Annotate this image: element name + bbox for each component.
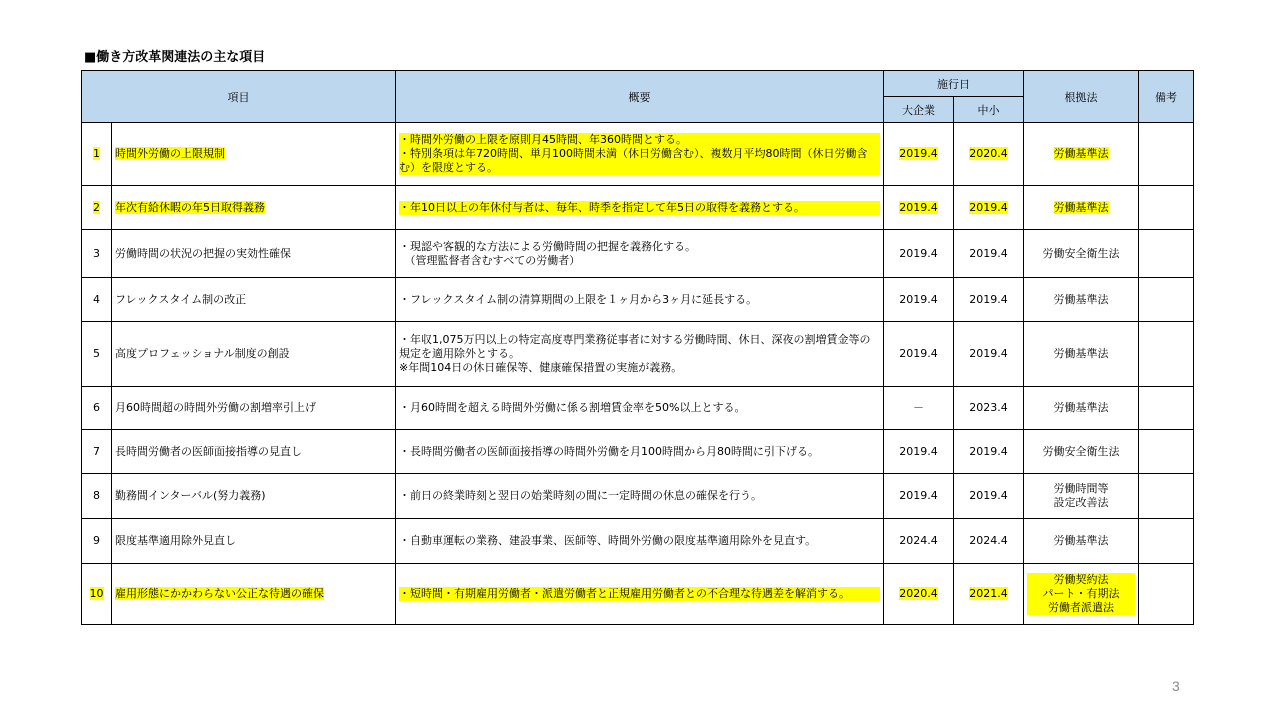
large-company-date: 2019.4: [899, 292, 938, 306]
large-company-date-cell: [884, 564, 954, 625]
sme-date: 2024.4: [969, 534, 1008, 547]
row-number-cell: [82, 430, 112, 474]
large-company-date: 2019.4: [899, 246, 938, 260]
remarks-cell: [1139, 430, 1194, 474]
large-company-date: 2020.4: [899, 587, 938, 600]
summary-cell: [396, 430, 884, 474]
row-number: 3: [93, 246, 100, 260]
item-name: 労働時間の状況の把握の実効性確保: [115, 246, 291, 260]
basis-law: 労働基準法: [1053, 292, 1109, 306]
sme-date-cell: [954, 474, 1024, 519]
large-company-date: 2019.4: [899, 200, 938, 214]
item-name: 年次有給休暇の年5日取得義務: [115, 200, 265, 214]
item-name: フレックスタイム制の改正: [115, 292, 247, 306]
summary-line: ・特別条項は年720時間、単月100時間未満（休日労働含む）、複数月平均80時間（休日労働含む）を限度とする。: [399, 147, 880, 175]
table-row: [82, 123, 1194, 186]
row-number: 2: [93, 200, 100, 214]
basis-law-cell: [1024, 230, 1139, 278]
remarks-cell: [1139, 474, 1194, 519]
row-number-cell: [82, 474, 112, 519]
item-name: 長時間労働者の医師面接指導の見直し: [115, 444, 302, 458]
table-body: [82, 123, 1194, 625]
sme-date-cell: [954, 430, 1024, 474]
remarks-cell: [1139, 519, 1194, 564]
row-number-cell: [82, 322, 112, 387]
summary-cell: [396, 322, 884, 387]
remarks-cell: [1139, 387, 1194, 430]
large-company-date-cell: [884, 230, 954, 278]
table-row: [82, 564, 1194, 625]
large-company-date-cell: [884, 519, 954, 564]
large-company-date: 2019.4: [899, 347, 938, 360]
sme-date-cell: [954, 230, 1024, 278]
page-number: 3: [1172, 678, 1180, 694]
table-row: [82, 430, 1194, 474]
summary-line: ・自動車運転の業務、建設事業、医師等、時間外労働の限度基準適用除外を見直す。: [399, 534, 817, 547]
basis-law-cell: [1024, 123, 1139, 186]
item-name: 高度プロフェッショナル制度の創設: [115, 347, 290, 360]
row-number-cell: [82, 564, 112, 625]
summary-cell: [396, 387, 884, 430]
header-summary: 概要: [396, 71, 884, 123]
item-name: 時間外労働の上限規制: [115, 147, 225, 160]
row-number-cell: [82, 519, 112, 564]
row-number: 6: [93, 401, 100, 414]
basis-law: パート・有期法: [1027, 587, 1135, 601]
row-number: 4: [93, 292, 100, 306]
large-company-date-cell: [884, 322, 954, 387]
sme-date: 2020.4: [969, 147, 1008, 160]
summary-line: （管理監督者含むすべての労働者）: [399, 253, 581, 267]
basis-law: 労働契約法: [1027, 573, 1135, 587]
summary-line: ・フレックスタイム制の清算期間の上限を１ヶ月から3ヶ月に延長する。: [399, 292, 758, 306]
summary-cell: [396, 474, 884, 519]
header-basis-law: 根拠法: [1024, 71, 1139, 123]
item-cell: [112, 430, 396, 474]
sme-date-cell: [954, 564, 1024, 625]
item-cell: [112, 123, 396, 186]
item-cell: [112, 474, 396, 519]
large-company-date: 2024.4: [899, 534, 938, 547]
sme-date-cell: [954, 387, 1024, 430]
basis-law: 設定改善法: [1053, 496, 1109, 509]
remarks-cell: [1139, 123, 1194, 186]
summary-line: ・年10日以上の年休付与者は、毎年、時季を指定して年5日の取得を義務とする。: [399, 201, 880, 215]
sme-date: 2019.4: [969, 246, 1008, 260]
sme-date-cell: [954, 278, 1024, 322]
remarks-cell: [1139, 564, 1194, 625]
row-number-cell: [82, 230, 112, 278]
item-cell: [112, 387, 396, 430]
table-row: [82, 186, 1194, 230]
summary-line: ・長時間労働者の医師面接指導の時間外労働を月100時間から月80時間に引下げる。: [399, 444, 819, 458]
basis-law-cell: [1024, 387, 1139, 430]
summary-line: ・短時間・有期雇用労働者・派遣労働者と正規雇用労働者との不合理な待遇差を解消する。: [399, 587, 880, 601]
basis-law-cell: [1024, 474, 1139, 519]
basis-law: 労働安全衛生法: [1042, 246, 1120, 260]
summary-cell: [396, 564, 884, 625]
header-effective-date: 施行日: [884, 71, 1024, 97]
basis-law: 労働基準法: [1053, 401, 1109, 414]
table-row: [82, 322, 1194, 387]
basis-law: 労働基準法: [1053, 200, 1109, 214]
sme-date-cell: [954, 186, 1024, 230]
table-row: [82, 278, 1194, 322]
large-company-date-cell: [884, 430, 954, 474]
row-number: 10: [89, 587, 104, 600]
sme-date-cell: [954, 519, 1024, 564]
basis-law-cell: [1024, 430, 1139, 474]
row-number-cell: [82, 278, 112, 322]
item-name: 雇用形態にかかわらない公正な待遇の確保: [115, 587, 324, 600]
header-sme: 中小: [954, 97, 1024, 123]
large-company-date: －: [913, 401, 924, 414]
large-company-date-cell: [884, 474, 954, 519]
item-cell: [112, 519, 396, 564]
row-number-cell: [82, 123, 112, 186]
basis-law-cell: [1024, 519, 1139, 564]
row-number: 8: [93, 489, 100, 502]
basis-law-cell: [1024, 322, 1139, 387]
remarks-cell: [1139, 278, 1194, 322]
summary-line: ・前日の終業時刻と翌日の始業時刻の間に一定時間の休息の確保を行う。: [399, 489, 762, 502]
sme-date: 2019.4: [969, 489, 1008, 502]
summary-line: ・現認や客観的な方法による労働時間の把握を義務化する。: [399, 239, 696, 253]
labor-reform-table: [81, 70, 1194, 625]
summary-line: ・月60時間を超える時間外労働に係る割増賃金率を50%以上とする。: [399, 401, 746, 414]
basis-law: 労働安全衛生法: [1042, 444, 1120, 458]
large-company-date-cell: [884, 123, 954, 186]
summary-cell: [396, 123, 884, 186]
sme-date: 2021.4: [969, 587, 1008, 600]
summary-cell: [396, 186, 884, 230]
summary-cell: [396, 519, 884, 564]
item-name: 勤務間インターバル(努力義務): [115, 489, 266, 502]
sme-date: 2019.4: [969, 200, 1008, 214]
item-cell: [112, 322, 396, 387]
row-number: 1: [93, 147, 100, 160]
item-cell: [112, 186, 396, 230]
large-company-date-cell: [884, 186, 954, 230]
basis-law: 労働時間等: [1053, 482, 1109, 495]
row-number: 9: [93, 534, 100, 547]
row-number: 7: [93, 444, 100, 458]
sme-date: 2023.4: [969, 401, 1008, 414]
item-cell: [112, 564, 396, 625]
header-large-company: 大企業: [884, 97, 954, 123]
item-name: 限度基準適用除外見直し: [115, 534, 236, 547]
large-company-date: 2019.4: [899, 147, 938, 160]
basis-law: 労働基準法: [1053, 534, 1109, 547]
sme-date: 2019.4: [969, 292, 1008, 306]
table-row: [82, 519, 1194, 564]
item-cell: [112, 278, 396, 322]
summary-cell: [396, 230, 884, 278]
sme-date: 2019.4: [969, 444, 1008, 458]
basis-law-cell: [1024, 186, 1139, 230]
summary-line: ※年間104日の休日確保等、健康確保措置の実施が義務。: [399, 361, 683, 374]
basis-law: 労働基準法: [1053, 147, 1109, 160]
header-item: 項目: [82, 71, 396, 123]
page-title: ■働き方改革関連法の主な項目: [84, 50, 266, 65]
table-row: [82, 387, 1194, 430]
remarks-cell: [1139, 230, 1194, 278]
item-name: 月60時間超の時間外労働の割増率引上げ: [115, 401, 316, 414]
item-cell: [112, 230, 396, 278]
row-number: 5: [93, 347, 100, 360]
basis-law: 労働基準法: [1053, 347, 1109, 360]
sme-date: 2019.4: [969, 347, 1008, 360]
summary-line: ・年収1,075万円以上の特定高度専門業務従事者に対する労働時間、休日、深夜の割増賃金等の規定を適用除外とする。: [399, 333, 871, 360]
large-company-date-cell: [884, 278, 954, 322]
large-company-date: 2019.4: [899, 489, 938, 502]
header-remarks: 備考: [1139, 71, 1194, 123]
large-company-date-cell: [884, 387, 954, 430]
row-number-cell: [82, 387, 112, 430]
row-number-cell: [82, 186, 112, 230]
remarks-cell: [1139, 186, 1194, 230]
summary-cell: [396, 278, 884, 322]
table-row: [82, 474, 1194, 519]
sme-date-cell: [954, 123, 1024, 186]
remarks-cell: [1139, 322, 1194, 387]
basis-law-cell: [1024, 278, 1139, 322]
summary-line: ・時間外労働の上限を原則月45時間、年360時間とする。: [399, 133, 880, 147]
sme-date-cell: [954, 322, 1024, 387]
table-row: [82, 230, 1194, 278]
basis-law-cell: [1024, 564, 1139, 625]
large-company-date: 2019.4: [899, 444, 938, 458]
basis-law: 労働者派遣法: [1027, 601, 1135, 615]
